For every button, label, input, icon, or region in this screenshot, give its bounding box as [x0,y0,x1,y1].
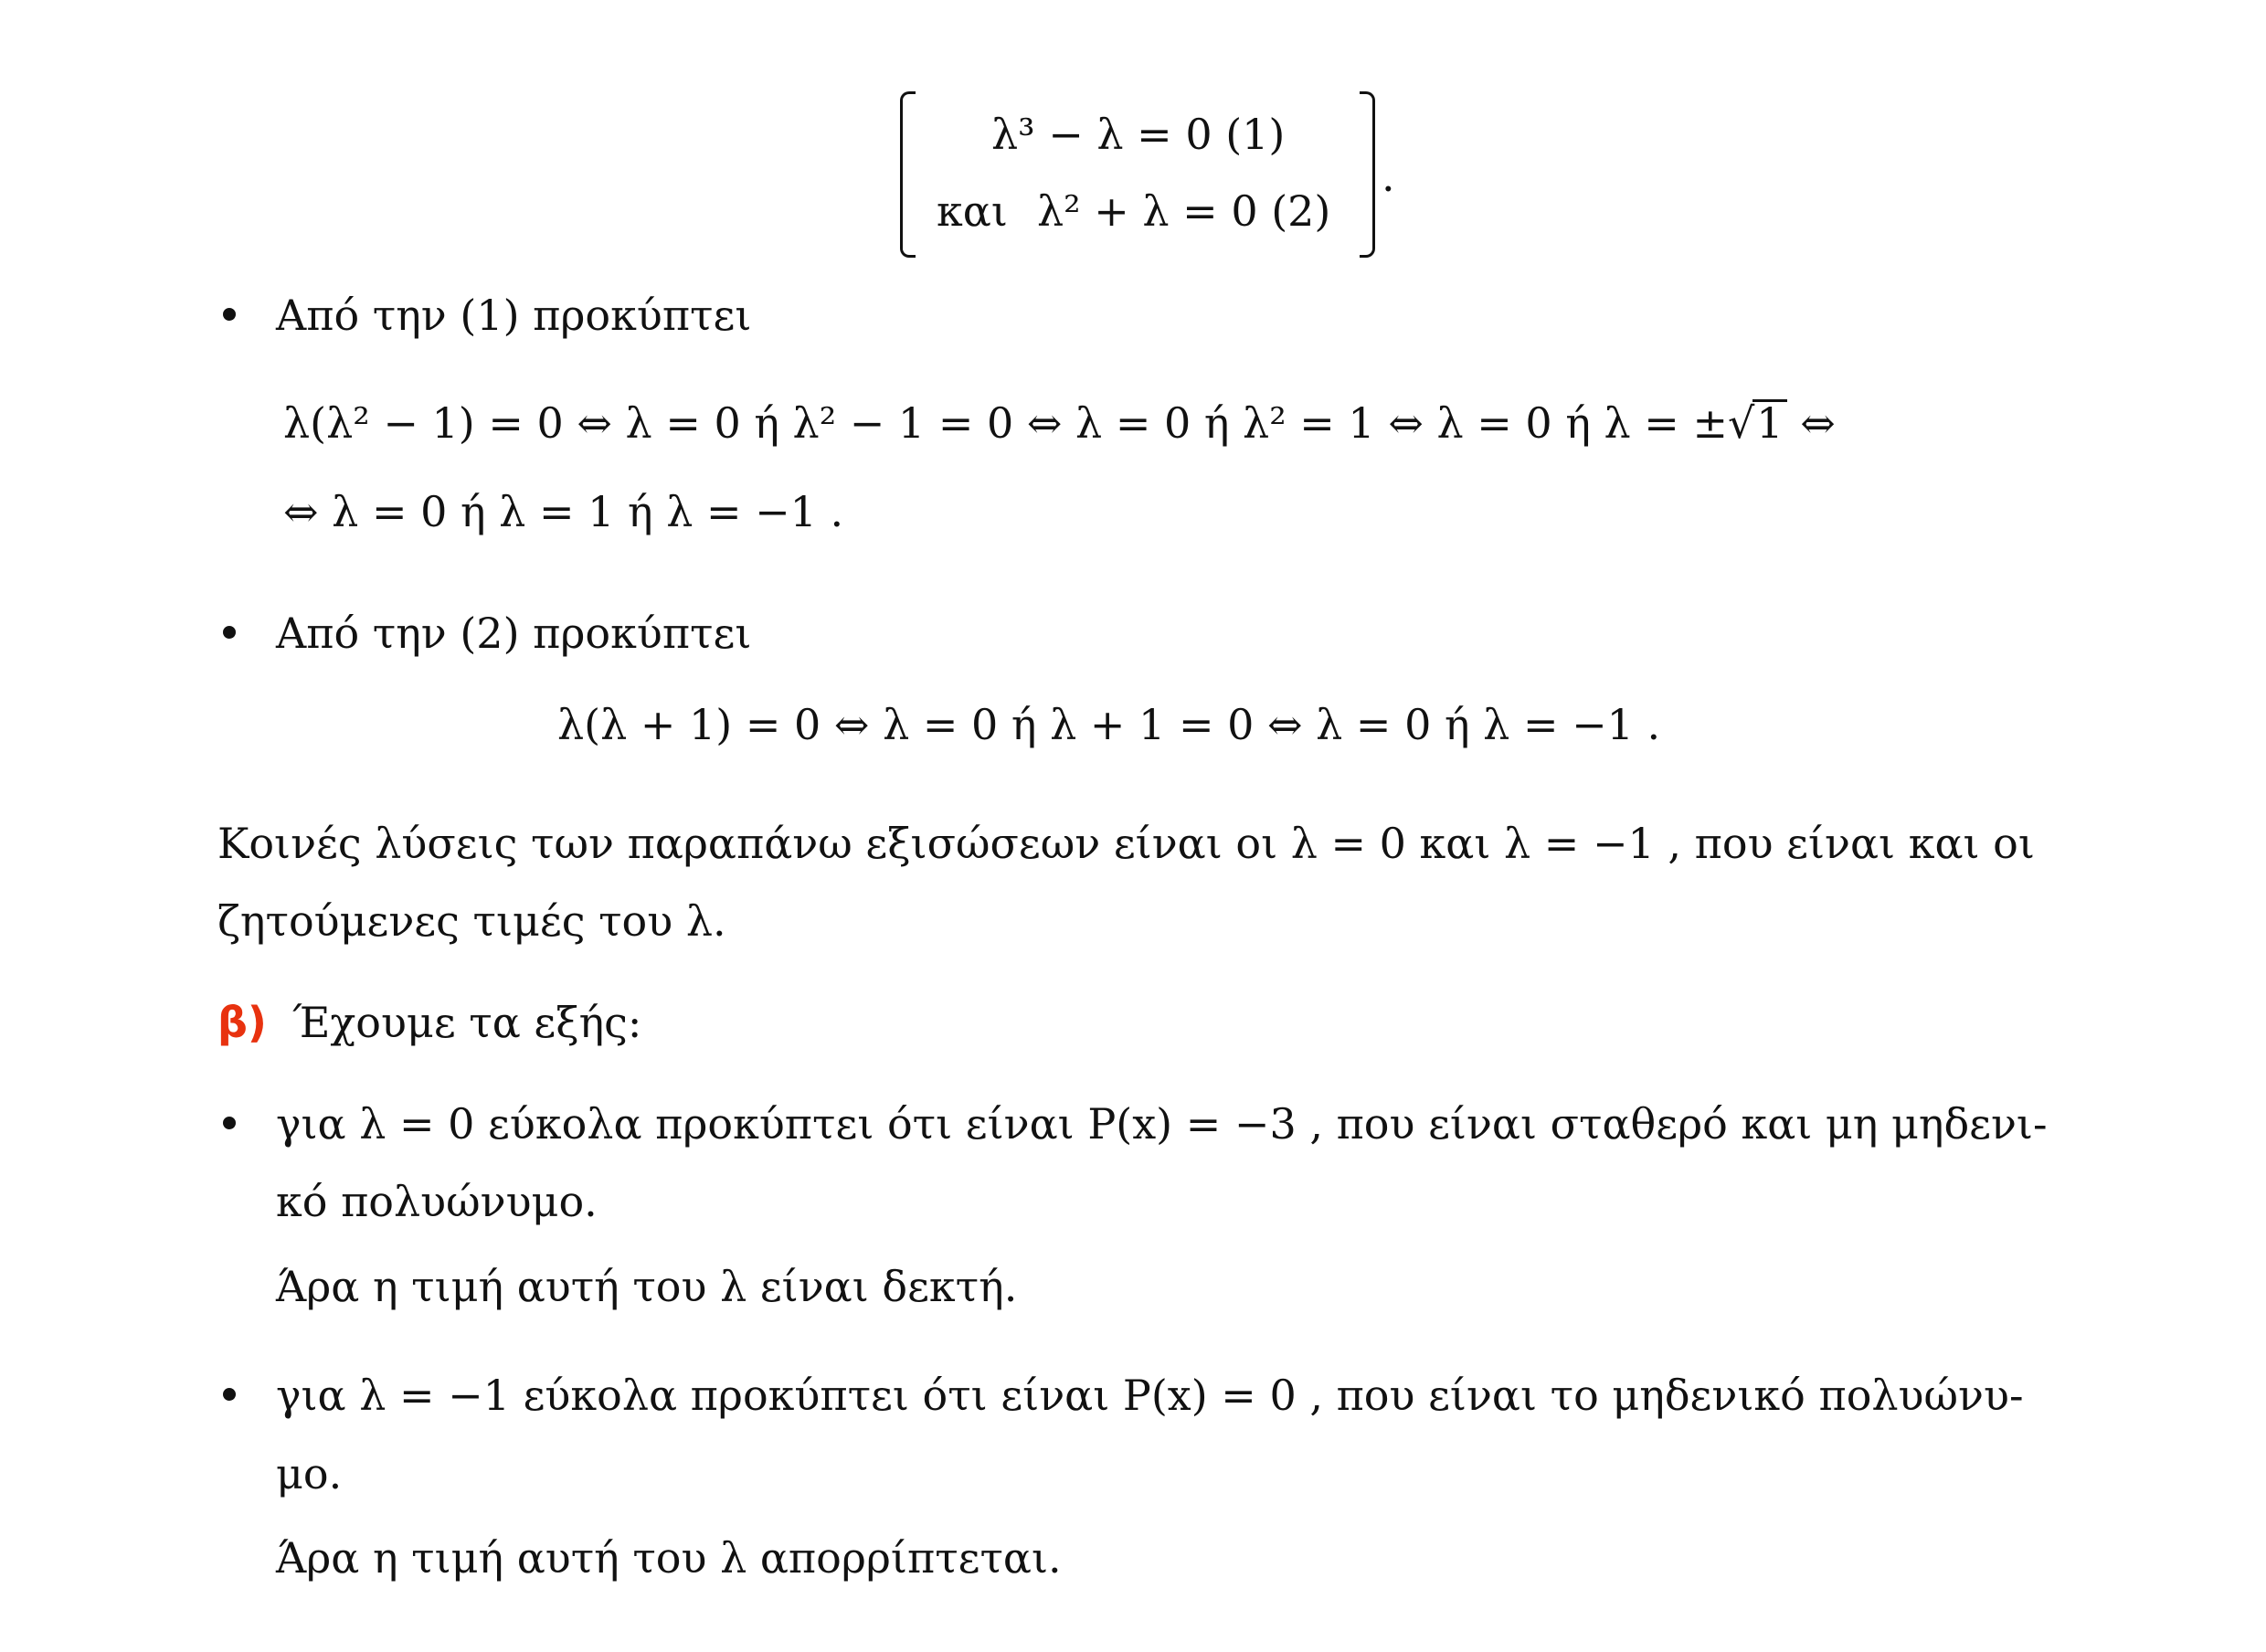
case-zero-line2: κό πολυώνυμο. [276,1177,598,1226]
bullet-dot [223,1117,236,1129]
from1-line1-end: ⇔ [1800,398,1836,448]
system-equation-1: λ³ − λ = 0 (1) [991,110,1286,159]
equation-system [900,91,1375,254]
common-solutions-line2: ζητούμενες τιμές του λ. [217,896,726,946]
case-zero-conclusion: Άρα η τιμή αυτή του λ είναι δεκτή. [276,1262,1018,1311]
case-zero-line1: για λ = 0 εύκολα προκύπτει ότι είναι P(x) = −3 , που είναι σταθερό και μη μηδενι- [276,1099,2048,1149]
sqrt-symbol: √ [1727,398,1755,448]
from1-heading: Από την (1) προκύπτει [276,291,752,340]
common-solutions-line1: Κοινές λύσεις των παραπάνω εξισώσεων είναι οι λ = 0 και λ = −1 , που είναι και οι [217,819,2035,868]
left-brace [900,91,916,258]
system-equation-2: λ² + λ = 0 (2) [1037,186,1331,236]
right-brace [1360,91,1375,258]
sqrt-argument: 1 [1752,399,1786,444]
system-period: . [1382,152,1395,201]
part-b-intro: Έχουμε τα εξής: [292,998,642,1047]
part-b-label: β) [217,998,267,1047]
case-neg1-line2: μο. [276,1449,343,1498]
from1-derivation-line1 [283,398,1836,448]
case-neg1-line1: για λ = −1 εύκολα προκύπτει ότι είναι P(x) = 0 , που είναι το μηδενικό πολυώνυ- [276,1371,2024,1420]
from1-derivation-line2: ⇔ λ = 0 ή λ = 1 ή λ = −1 . [283,487,844,536]
bullet-dot [223,308,236,321]
from2-heading: Από την (2) προκύπτει [276,609,752,658]
bullet-dot [223,626,236,639]
from1-line1-text: λ(λ² − 1) = 0 ⇔ λ = 0 ή λ² − 1 = 0 ⇔ λ = 0 ή λ² = 1 ⇔ λ = 0 ή λ = ± [283,398,1728,448]
bullet-dot [223,1388,236,1401]
case-neg1-conclusion: Άρα η τιμή αυτή του λ απορρίπτεται. [276,1533,1062,1583]
from2-derivation-line: λ(λ + 1) = 0 ⇔ λ = 0 ή λ + 1 = 0 ⇔ λ = 0 ή λ = −1 . [557,700,1661,749]
system-equation-2-prefix: και [937,186,1008,236]
